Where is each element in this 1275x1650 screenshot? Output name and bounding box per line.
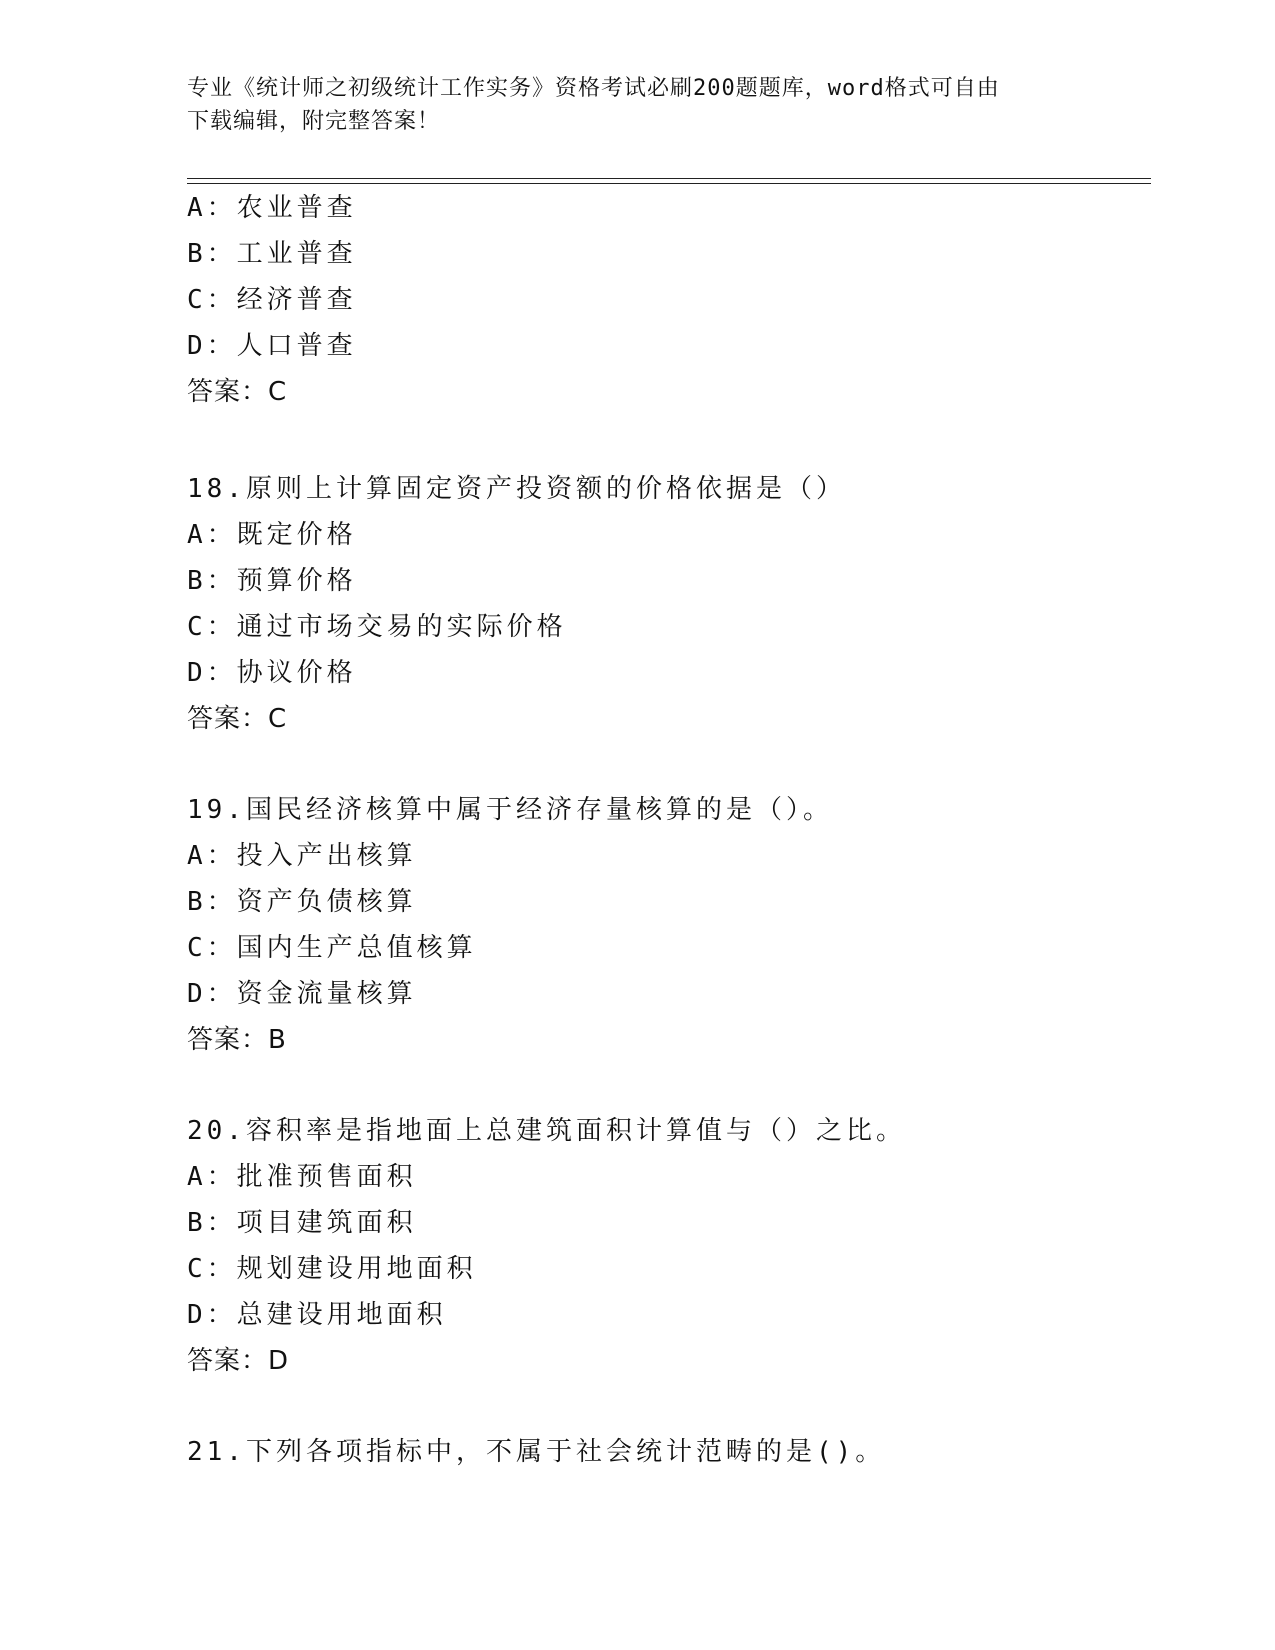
option-d: D：人口普查 (187, 331, 357, 361)
option-c: C：规划建设用地面积 (187, 1254, 477, 1284)
answer-line: 答案：B (187, 1025, 287, 1055)
option-a: A：投入产出核算 (187, 841, 417, 871)
question-18 (187, 466, 1167, 742)
option-b: B：工业普查 (187, 239, 357, 269)
option-b: B：预算价格 (187, 566, 357, 596)
answer-line: 答案：C (187, 377, 288, 407)
question-17-fragment (187, 185, 1167, 415)
option-a: A：农业普查 (187, 193, 357, 223)
option-d: D：总建设用地面积 (187, 1300, 447, 1330)
answer-line: 答案：D (187, 1346, 290, 1376)
option-b: B：项目建筑面积 (187, 1208, 417, 1238)
option-a: A：既定价格 (187, 520, 357, 550)
question-20 (187, 1108, 1167, 1384)
option-c: C：国内生产总值核算 (187, 933, 477, 963)
header-line-1: 专业《统计师之初级统计工作实务》资格考试必刷200题题库，word格式可自由 (187, 76, 1000, 101)
option-c: C：经济普查 (187, 285, 357, 315)
option-a: A：批准预售面积 (187, 1162, 417, 1192)
question-19 (187, 787, 1167, 1063)
question-title: 18.原则上计算固定资产投资额的价格依据是（） (187, 474, 846, 504)
header-divider-top (187, 178, 1151, 179)
option-c: C：通过市场交易的实际价格 (187, 612, 567, 642)
option-d: D：资金流量核算 (187, 979, 417, 1009)
option-d: D：协议价格 (187, 658, 357, 688)
document-header (187, 72, 1067, 138)
question-title: 19.国民经济核算中属于经济存量核算的是（）。 (187, 795, 833, 825)
header-line-2: 下载编辑，附完整答案！ (187, 109, 441, 134)
option-b: B：资产负债核算 (187, 887, 417, 917)
answer-line: 答案：C (187, 704, 288, 734)
question-title: 20.容积率是指地面上总建筑面积计算值与（）之比。 (187, 1116, 906, 1146)
question-title: 21.下列各项指标中，不属于社会统计范畴的是()。 (187, 1437, 886, 1467)
question-21 (187, 1429, 1167, 1475)
header-divider-bottom (187, 183, 1151, 184)
